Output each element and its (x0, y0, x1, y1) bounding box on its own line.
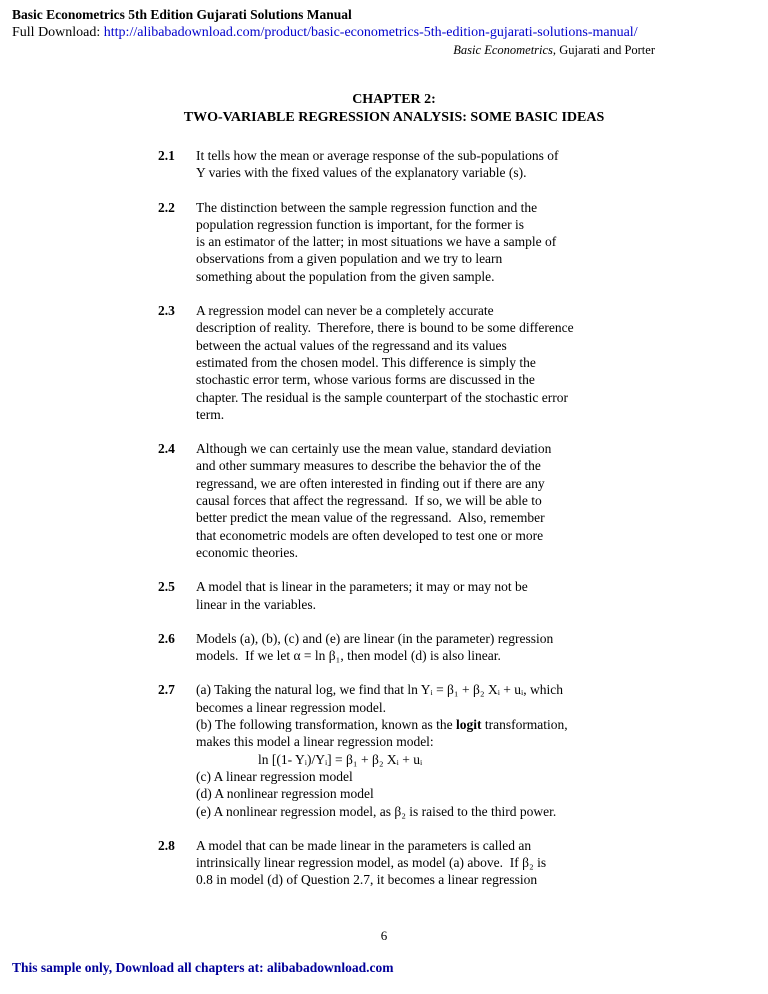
solution-item (158, 681, 660, 819)
item-line: chapter. The residual is the sample counterpart of the stochastic error (196, 389, 568, 405)
solution-item (158, 147, 660, 182)
item-line: description of reality. Therefore, there is bound to be some difference (196, 320, 574, 336)
solution-item (158, 199, 660, 285)
item-line: makes this model a linear regression model: (196, 734, 434, 750)
chapter-heading (158, 91, 660, 127)
item-line: something about the population from the given sample. (196, 268, 495, 284)
item-number: 2.4 (158, 441, 175, 457)
book-reference-title: Basic Econometrics, (453, 43, 557, 57)
item-body (196, 837, 660, 889)
item-line: is an estimator of the latter; in most situations we have a sample of (196, 234, 557, 250)
item-body (196, 440, 660, 561)
item-body (196, 302, 660, 423)
item-line: population regression function is important, for the former is (196, 216, 525, 232)
item-line: estimated from the chosen model. This difference is simply the (196, 354, 536, 370)
solution-item (158, 440, 660, 561)
item-body (196, 147, 660, 182)
item-line: (c) A linear regression model (196, 768, 353, 784)
item-line: Models (a), (b), (c) and (e) are linear (in the parameter) regression (196, 630, 554, 646)
page-number: 6 (380, 928, 388, 943)
item-line: stochastic error term, whose various forms are discussed in the (196, 372, 535, 388)
item-line: (e) A nonlinear regression model, as β₂ is raised to the third power. (196, 803, 557, 819)
item-line: term. (196, 406, 225, 422)
item-line: between the actual values of the regressand and its values (196, 337, 507, 353)
download-label: Full Download: (12, 25, 104, 40)
item-number: 2.8 (158, 837, 175, 853)
item-body (196, 199, 660, 285)
book-reference (12, 42, 756, 59)
item-line: A model that can be made linear in the parameters is called an (196, 837, 532, 853)
download-url-link[interactable]: http://alibabadownload.com/product/basic-econometrics-5th-edition-gujarati-solutions-manual/ (103, 25, 638, 40)
item-line: It tells how the mean or average response of the sub-populations of (196, 148, 559, 163)
item-number: 2.1 (158, 148, 175, 163)
item-line: that econometric models are often developed to test one or more (196, 527, 544, 543)
item-number: 2.6 (158, 630, 175, 646)
item-line: economic theories. (196, 544, 298, 560)
item-line: models. If we let α = ln β₁, then model (d) is also linear. (196, 648, 501, 664)
items-list (158, 147, 660, 889)
item-line: Although we can certainly use the mean value, standard deviation (196, 441, 552, 457)
item-line: ln [(1- Yᵢ)/Yᵢ] = β₁ + β₂ Xᵢ + uᵢ (258, 751, 423, 767)
item-line: (a) Taking the natural log, we find that ln Yᵢ = β₁ + β₂ Xᵢ + uᵢ, which (196, 682, 563, 698)
item-line: (b) The following transformation, known as the logit transformation, (196, 717, 568, 733)
solution-item (158, 837, 660, 889)
download-line (12, 24, 756, 42)
item-body (196, 578, 660, 613)
item-line: A regression model can never be a completely accurate (196, 303, 494, 319)
solution-item (158, 630, 660, 665)
item-line: causal forces that affect the regressand. If so, we will be able to (196, 493, 542, 509)
item-line: 0.8 in model (d) of Question 2.7, it becomes a linear regression (196, 872, 538, 888)
item-body (196, 681, 660, 819)
document-header (0, 0, 768, 59)
item-line: becomes a linear regression model. (196, 699, 387, 715)
item-line: intrinsically linear regression model, as model (a) above. If β₂ is (196, 855, 547, 871)
document-title: Basic Econometrics 5th Edition Gujarati Solutions Manual (12, 7, 352, 22)
item-line: linear in the variables. (196, 596, 316, 612)
item-body (196, 630, 660, 665)
item-number: 2.3 (158, 303, 175, 319)
item-number: 2.2 (158, 199, 175, 215)
item-line: A model that is linear in the parameters; it may or may not be (196, 579, 528, 595)
item-line: The distinction between the sample regression function and the (196, 199, 538, 215)
item-line: regressand, we are often interested in finding out if there are any (196, 475, 545, 491)
page-content (158, 91, 660, 889)
chapter-title: TWO-VARIABLE REGRESSION ANALYSIS: SOME BASIC IDEAS (183, 110, 605, 125)
item-line: better predict the mean value of the regressand. Also, remember (196, 510, 545, 526)
item-number: 2.7 (158, 682, 175, 698)
item-line: and other summary measures to describe the behavior the of the (196, 458, 541, 474)
solution-item (158, 578, 660, 613)
solution-item (158, 302, 660, 423)
footer-download-note[interactable]: This sample only, Download all chapters at: alibabadownload.com (12, 960, 394, 975)
book-reference-authors: Gujarati and Porter (556, 43, 655, 57)
item-line: (d) A nonlinear regression model (196, 786, 374, 802)
item-line: Y varies with the fixed values of the explanatory variable (s). (196, 165, 527, 181)
chapter-number: CHAPTER 2: (352, 92, 436, 107)
item-line: observations from a given population and we try to learn (196, 251, 503, 267)
item-number: 2.5 (158, 579, 175, 595)
